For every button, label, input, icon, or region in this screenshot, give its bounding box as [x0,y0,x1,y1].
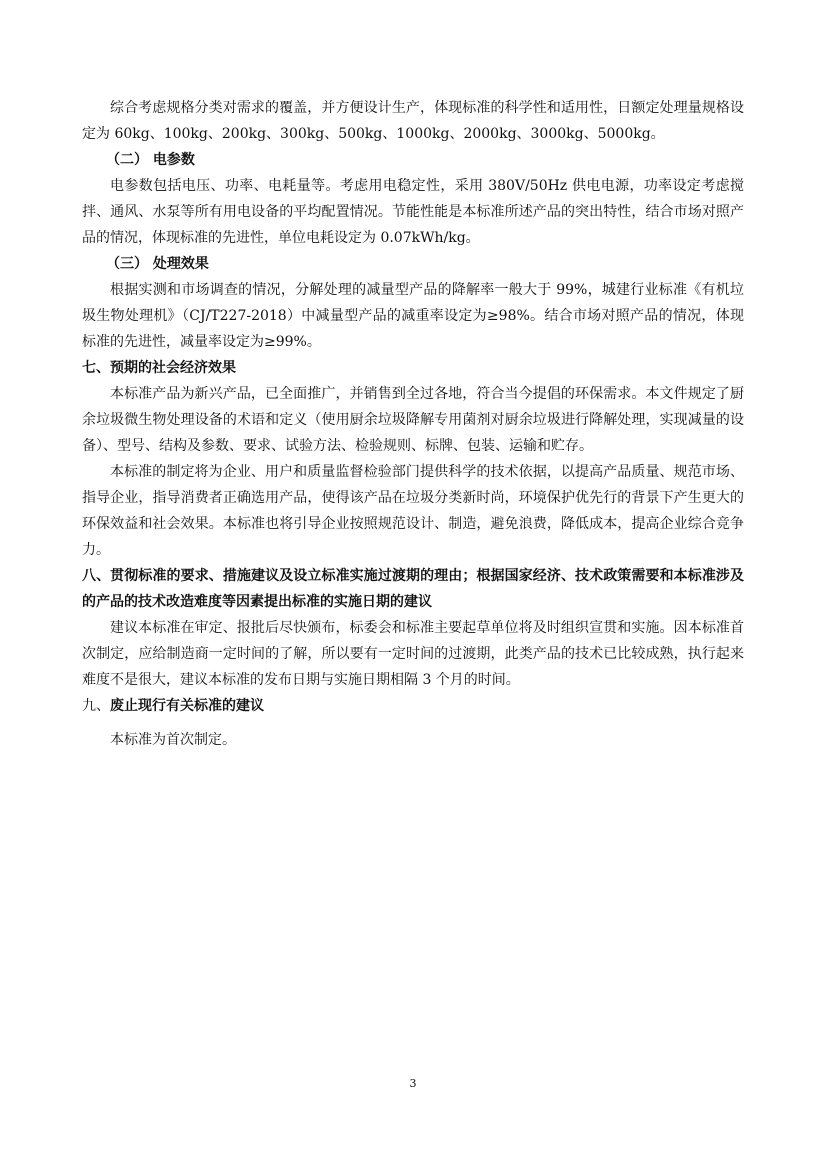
heading-section-8: 八、贯彻标准的要求、措施建议及设立标准实施过渡期的理由；根据国家经济、技术政策需要和本标准涉及的产品的技术改造难度等因素提出标准的实施日期的建议 [82,568,744,610]
heading-treatment-effect: （三） 处理效果 [106,256,209,272]
heading-section-9-title: 废止现行有关标准的建议 [110,698,264,714]
paragraph-electrical-parameters: 电参数包括电压、功率、电耗量等。考虑用电稳定性，采用 380V/50Hz 供电电源，功率设定考虑搅拌、通风、水泵等所有用电设备的平均配置情况。节能性能是本标准所述产品的突出特性，结合市场对照产品的情况，体现标准的先进性，单位电耗设定为 0.07kWh/kg。 [82,178,744,246]
page-number: 3 [409,1077,417,1090]
paragraph-section-7b: 本标准的制定将为企业、用户和质量监督检验部门提供科学的技术依据，以提高产品质量、规范市场、指导企业，指导消费者正确选用产品，使得该产品在垃圾分类新时尚，环境保护优先行的背景下产生更大的环保效益和社会效果。本标准也将引导企业按照规范设计、制造，避免浪费，降低成本，提高企业综合竞争力。 [82,464,744,558]
paragraph-capacity-spec: 综合考虑规格分类对需求的覆盖，并方便设计生产，体现标准的科学性和适用性，日额定处理量规格设定为 60kg、100kg、200kg、300kg、500kg、1000kg、2000kg、3000kg、5000kg。 [82,100,744,142]
heading-section-7: 七、预期的社会经济效果 [82,360,236,376]
heading-section-9-prefix: 九、 [82,698,110,714]
paragraph-section-8: 建议本标准在审定、报批后尽快颁布，标委会和标准主要起草单位将及时组织宣贯和实施。因本标准首次制定，应给制造商一定时间的了解，所以要有一定时间的过渡期，此类产品的技术已比较成熟，执行起来难度不是很大，建议本标准的发布日期与实施日期相隔 3 个月的时间。 [82,620,744,688]
heading-electrical-parameters: （二） 电参数 [106,152,195,168]
paragraph-treatment-effect: 根据实测和市场调查的情况，分解处理的减量型产品的降解率一般大于 99%，城建行业标准《有机垃圾生物处理机》（CJ/T227-2018）中减量型产品的减重率设定为≥98%。结合市场对照产品的情况，体现标准的先进性，减量率设定为≥99%。 [82,282,744,350]
paragraph-section-7a: 本标准产品为新兴产品，已全面推广，并销售到全过各地，符合当今提倡的环保需求。本文件规定了厨余垃圾微生物处理设备的术语和定义（使用厨余垃圾降解专用菌剂对厨余垃圾进行降解处理，实现减量的设备）、型号、结构及参数、要求、试验方法、检验规则、标牌、包装、运输和贮存。 [82,386,744,454]
document-body [82,95,744,753]
heading-section-9 [82,693,744,719]
paragraph-section-9: 本标准为首次制定。 [110,732,236,748]
